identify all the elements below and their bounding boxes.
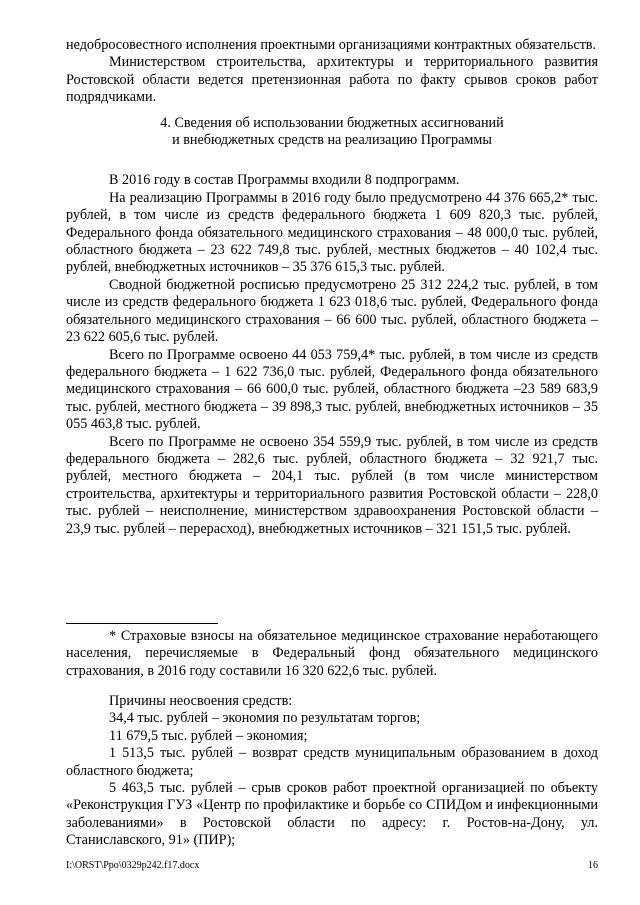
section-paragraph: На реализацию Программы в 2016 году было предусмотрено 44 376 665,2* тыс. рублей, в том числе из средств федерального бюджета 1 609 820,3 тыс. рублей, Федерального фонда обязательного медицинского страхования – 48 000,0 тыс. рублей, областного бюджета – 23 622 749,8 тыс. рублей, местных бюджетов – 40 102,4 тыс. рублей, внебюджетных источников – 35 376 615,3 тыс. рублей. bbox=[66, 189, 598, 276]
reasons-list bbox=[66, 693, 598, 850]
footnote bbox=[66, 628, 598, 680]
intro-paragraph-2: Министерством строительства, архитектуры и территориального развития Ростовской области ведется претензионная работа по факту срывов сроков работ подрядчиками. bbox=[66, 54, 598, 106]
section-paragraph: Всего по Программе не освоено 354 559,9 тыс. рублей, в том числе из средств федерального бюджета – 282,6 тыс. рублей, областного бюджета – 32 921,7 тыс. рублей, местного бюджета – 204,1 тыс. рублей (в том числе министерством строительства, архитектуры и территориального развития Ростовской области – 228,0 тыс. рублей – неисполнение, министерством здравоохранения Ростовской области – 23,9 тыс. рублей – перерасход), внебюджетных источников – 321 151,5 тыс. рублей. bbox=[66, 433, 598, 537]
reason-item: 11 679,5 тыс. рублей – экономия; bbox=[109, 727, 308, 744]
section-heading-line-1: 4. Сведения об использовании бюджетных ассигнований bbox=[160, 114, 504, 131]
main-text bbox=[66, 37, 598, 538]
footnote-separator bbox=[66, 623, 218, 624]
intro-paragraph-1: недобросовестного исполнения проектными организациями контрактных обязательств. bbox=[66, 37, 597, 53]
reason-item: 1 513,5 тыс. рублей – возврат средств муниципальным образованием в доход областного бюджета; bbox=[66, 745, 598, 779]
reason-item: 34,4 тыс. рублей – экономия по результатам торгов; bbox=[109, 710, 421, 727]
section-paragraph: В 2016 году в состав Программы входили 8 подпрограмм. bbox=[109, 172, 460, 189]
reason-item: 5 463,5 тыс. рублей – срыв сроков работ проектной организацией по объекту «Реконструкция ГУЗ «Центр по профилактике и борьбе со СПИДом и инфекционными заболеваниями» в Ростовской области по адресу: г. Ростов-на-Дону, ул. Станиславского, 91» (ПИР); bbox=[66, 780, 598, 849]
reasons-title: Причины неосвоения средств: bbox=[109, 693, 293, 709]
footnote-text: * Страховые взносы на обязательное медицинское страхование неработающего населения, перечисляемые в Федеральный фонд обязательного медицинского страхования, в 2016 году составили 16 320 622,6 тыс. рублей. bbox=[66, 628, 598, 679]
section-heading-line-2: и внебюджетных средств на реализацию Программы bbox=[172, 132, 492, 149]
section-paragraph: Сводной бюджетной росписью предусмотрено 25 312 224,2 тыс. рублей, в том числе из средств федерального бюджета 1 623 018,6 тыс. рублей, Федерального фонда обязательного медицинского страхования – 66 600 тыс. рублей, областного бюджета – 23 622 605,6 тыс. рублей. bbox=[66, 276, 598, 346]
section-heading bbox=[66, 115, 598, 150]
page-number: 16 bbox=[588, 860, 598, 871]
page-footer bbox=[66, 860, 598, 872]
file-path: I:\ORST\Ppo\0329p242.f17.docx bbox=[66, 860, 200, 871]
section-paragraph: Всего по Программе освоено 44 053 759,4* тыс. рублей, в том числе из средств федерального бюджета – 1 622 736,0 тыс. рублей, Федерального фонда обязательного медицинского страхования – 66 600,0 тыс. рублей, областного бюджета –23 589 683,9 тыс. рублей, местного бюджета – 39 898,3 тыс. рублей, внебюджетных источников – 35 055 463,8 тыс. рублей. bbox=[66, 346, 598, 433]
